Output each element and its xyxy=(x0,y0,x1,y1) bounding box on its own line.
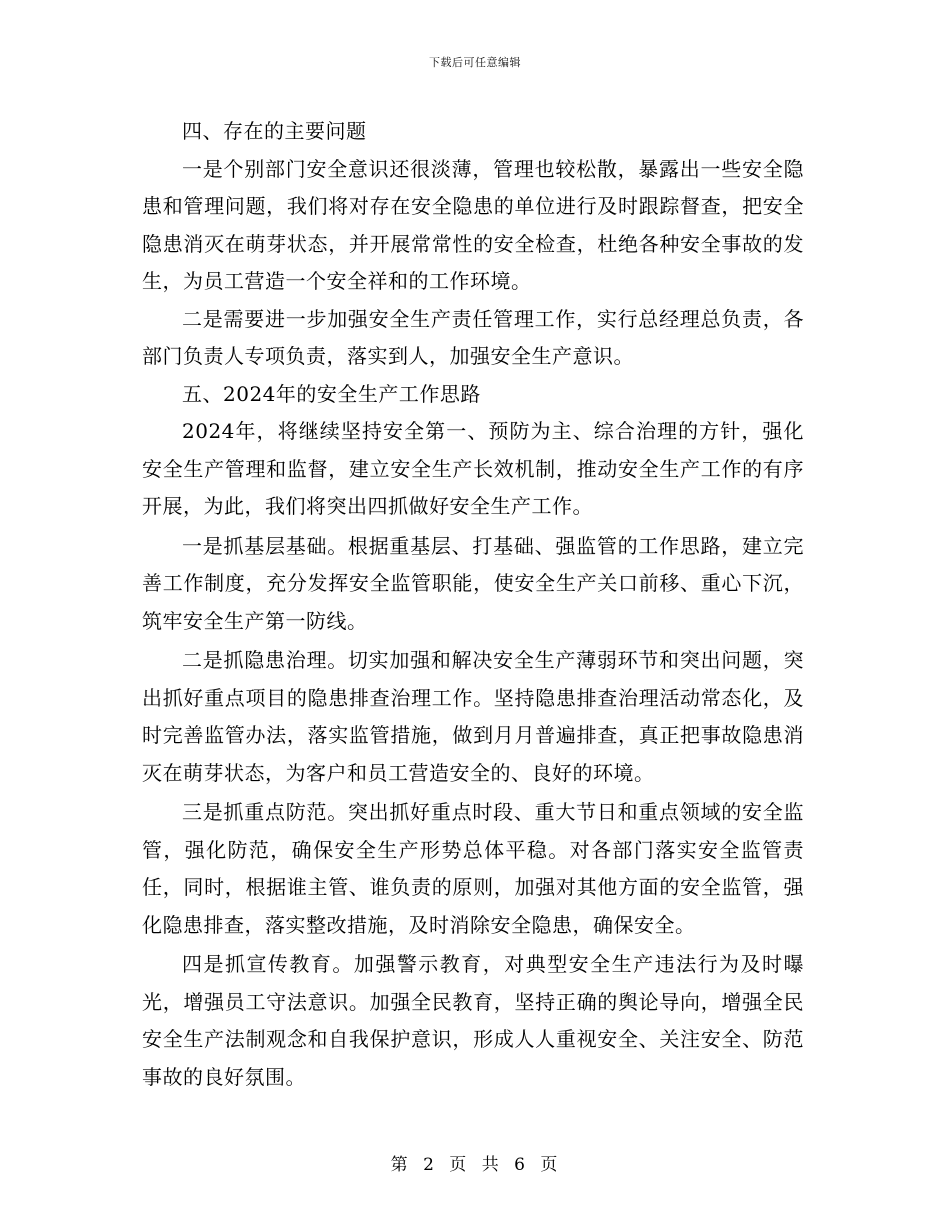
paragraph-education: 四是抓宣传教育。加强警示教育，对典型安全生产违法行为及时曝光，增强员工守法意识。加强全民教育，坚持正确的舆论导向，增强全民安全生产法制观念和自我保护意识，形成人人重视安全、关注安全、防范事故的良好氛围。 xyxy=(142,952,804,1089)
document-body xyxy=(142,113,804,1096)
paragraph-2024-intro: 2024年，将继续坚持安全第一、预防为主、综合治理的方针，强化安全生产管理和监督，建立安全生产长效机制，推动安全生产工作的有序开展，为此，我们将突出四抓做好安全生产工作。 xyxy=(142,419,804,518)
paragraph-problem-two: 二是需要进一步加强安全生产责任管理工作，实行总经理总负责，各部门负责人专项负责，落实到人，加强安全生产意识。 xyxy=(142,306,804,368)
section-heading-2024-plan: 五、2024年的安全生产工作思路 xyxy=(182,381,481,406)
paragraph-hazard-control: 二是抓隐患治理。切实加强和解决安全生产薄弱环节和突出问题，突出抓好重点项目的隐患排查治理工作。坚持隐患排查治理活动常态化，及时完善监管办法，落实监管措施，做到月月普遍排查，真正把事故隐患消灭在萌芽状态，为客户和员工营造安全的、良好的环境。 xyxy=(142,648,804,785)
page-header-note: 下载后可任意编辑 xyxy=(429,56,521,69)
page-number: 第 2 页 共 6 页 xyxy=(390,1155,560,1175)
section-heading-problems: 四、存在的主要问题 xyxy=(182,119,367,143)
paragraph-key-prevention: 三是抓重点防范。突出抓好重点时段、重大节日和重点领域的安全监管，强化防范，确保安全生产形势总体平稳。对各部门落实安全监管责任，同时，根据谁主管、谁负责的原则，加强对其他方面的安全监管，强化隐患排查，落实整改措施，及时消除安全隐患，确保安全。 xyxy=(142,800,804,937)
paragraph-problem-one: 一是个别部门安全意识还很淡薄，管理也较松散，暴露出一些安全隐患和管理问题，我们将对存在安全隐患的单位进行及时跟踪督查，把安全隐患消灭在萌芽状态，并开展常常性的安全检查，杜绝各种安全事故的发生，为员工营造一个安全祥和的工作环境。 xyxy=(142,156,804,293)
paragraph-grassroots: 一是抓基层基础。根据重基层、打基础、强监管的工作思路，建立完善工作制度，充分发挥安全监管职能，使安全生产关口前移、重心下沉，筑牢安全生产第一防线。 xyxy=(142,533,804,633)
